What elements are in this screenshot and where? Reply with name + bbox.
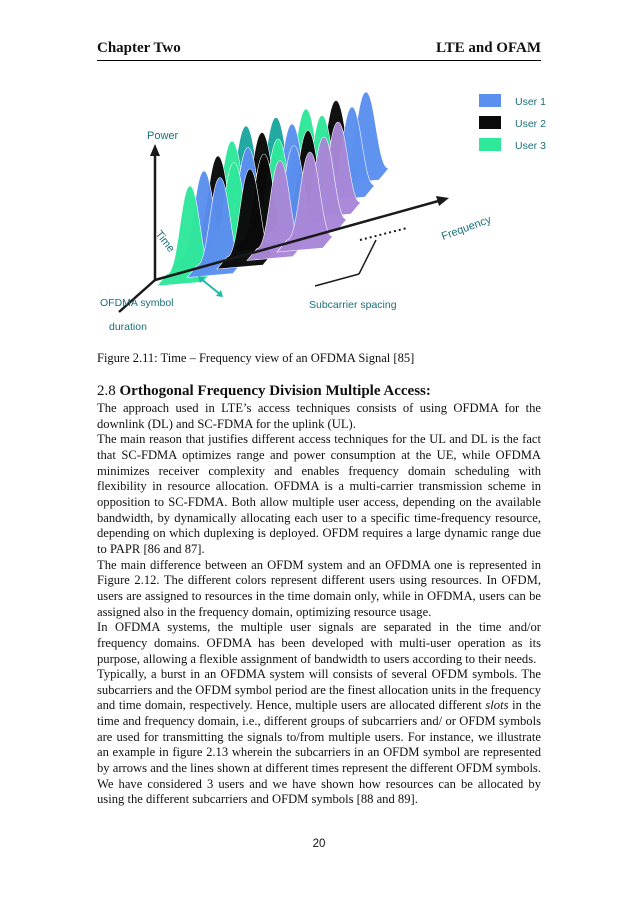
paragraph-text: in the time and frequency domain, i.e., different groups of subcarriers and/ or OFDM symbols are used for transmitting the signals to/from multiple users. For instance, we illustrate an example in figure 2.13 wherein the subcarriers in an OFDM symbol are represented by arrows and the lines shown at different times represent the different OFDM symbols. We have considered 3 users and we have shown how resources can be allocated by using the different subcarriers and OFDM symbols [88 and 89]. <box>97 698 542 807</box>
frequency-axis-arrow <box>436 196 449 206</box>
page-header <box>97 40 541 61</box>
power-label: Power <box>147 130 179 142</box>
legend-label-user1: User 1 <box>515 96 546 108</box>
figure-caption: Figure 2.11: Time – Frequency view of an OFDMA Signal [85] <box>97 351 415 365</box>
italic-term: slots <box>485 698 509 713</box>
body-text <box>97 401 541 808</box>
legend <box>479 94 546 152</box>
paragraph: The approach used in LTE’s access techniques consists of using OFDMA for the downlink (DL) and SC-FDMA for the uplink (UL). <box>97 401 541 431</box>
symbol-duration-arrow <box>200 278 221 295</box>
legend-swatch-user2 <box>479 116 501 129</box>
paragraph: The main reason that justifies different access techniques for the UL and DL is the fact that SC-FDMA optimizes range and power consumption at the UE, while OFDMA minimizes receiver complexity and enables frequency domain scheduling with flexibility in resource allocation. OFDMA is a multi-carrier transmission scheme in opposition to SC-FDMA. Both allow multiple user access, depending on the available bandwidth, by dynamically allocating each user to a specific time-frequency resource, depending on which duplexing is deployed. OFDM requires a large dynamic range due to PAPR [86 and 87]. <box>97 432 541 556</box>
spacing-dots <box>360 228 407 240</box>
paragraph-last <box>97 667 541 808</box>
symbol-duration-label-1: OFDMA symbol <box>100 297 174 309</box>
page-number: 20 <box>312 838 326 850</box>
paragraph-text: Typically, a burst in an OFDMA system will consists of several OFDM symbols. The subcarriers and the OFDM symbol period are the finest allocation units in the frequency and time domain, respectively. Hence, multiple users are allocated different <box>97 667 541 713</box>
time-label: Time <box>152 228 177 255</box>
symbol-duration-label-2: duration <box>109 321 147 333</box>
subcarrier-spacing-arrow <box>315 274 359 286</box>
legend-label-user3: User 3 <box>515 140 546 152</box>
legend-swatch-user1 <box>479 94 501 107</box>
paragraph: In OFDMA systems, the multiple user signals are separated in the time and/or frequency domains. OFDMA has been developed with multi-user operation as its purpose, allowing a flexible assignment of bandwidth to users according to their needs. <box>97 620 541 666</box>
subcarrier-peaks <box>157 92 389 286</box>
ofdma-time-frequency-figure <box>97 82 553 344</box>
subcarrier-spacing-label: Subcarrier spacing <box>309 299 397 311</box>
frequency-label: Frequency <box>439 213 493 243</box>
section-heading <box>97 383 431 400</box>
section-number: 2.8 <box>97 383 116 399</box>
power-axis-arrow <box>150 144 160 156</box>
subcarrier-spacing-arrow-2 <box>359 240 376 274</box>
legend-label-user2: User 2 <box>515 118 546 130</box>
chapter-title: LTE and OFAM <box>435 40 541 56</box>
section-title: Orthogonal Frequency Division Multiple Access: <box>119 383 431 399</box>
chapter-label: Chapter Two <box>97 40 181 56</box>
legend-swatch-user3 <box>479 138 501 151</box>
paragraph: The main difference between an OFDM system and an OFDMA one is represented in Figure 2.12. The different colors represent different users using resources. In OFDM, users are assigned to resources in the time domain only, while in OFDMA, users can be assigned also in the frequency domain, optimizing resource usage. <box>97 557 541 619</box>
